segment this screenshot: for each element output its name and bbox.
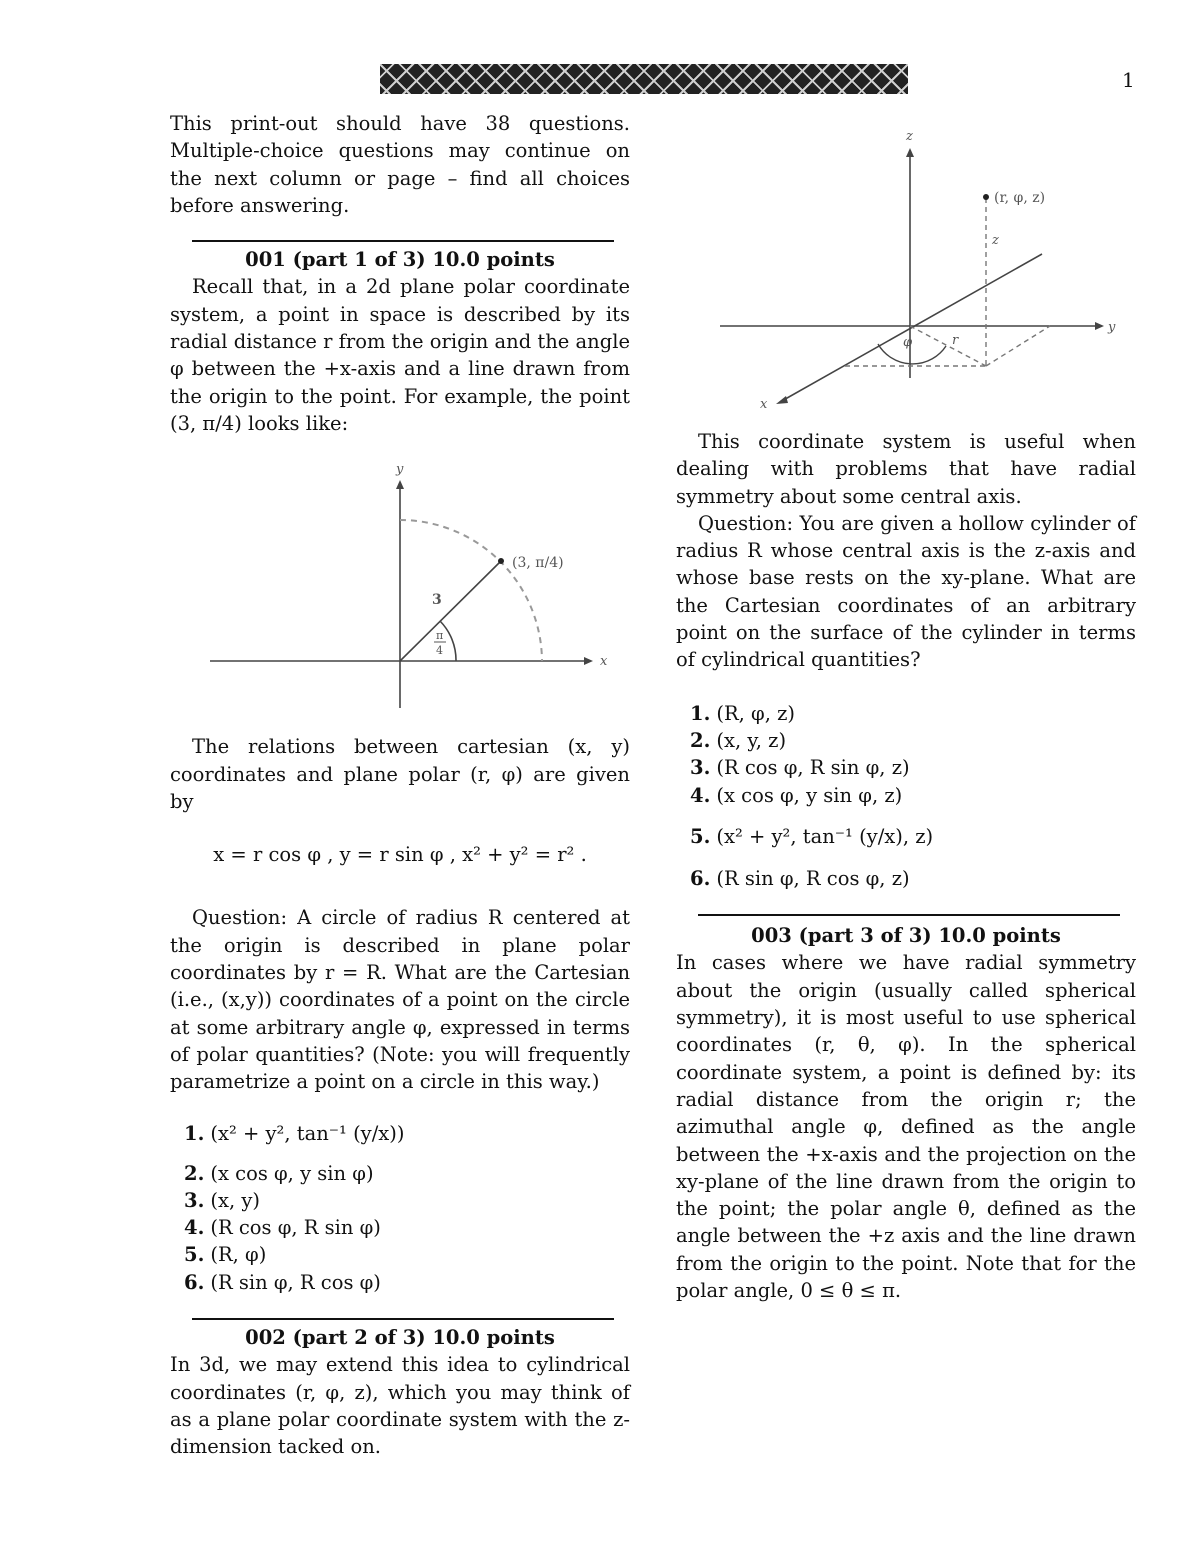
point-label: (3, π/4) bbox=[512, 555, 564, 571]
choice-item[interactable]: 4. (R cos φ, R sin φ) bbox=[184, 1216, 381, 1240]
q1-choices bbox=[170, 1120, 630, 1296]
question-divider bbox=[192, 1318, 614, 1320]
choice-item[interactable]: 2. (x cos φ, y sin φ) bbox=[184, 1161, 374, 1185]
phi-label: φ bbox=[903, 335, 913, 350]
q2-choices bbox=[676, 700, 1136, 892]
point-marker bbox=[983, 194, 989, 200]
x-axis-label: x bbox=[760, 397, 768, 412]
choice-item[interactable]: 3. (R cos φ, R sin φ, z) bbox=[690, 756, 910, 780]
q2-heading: 002 (part 2 of 3) 10.0 points bbox=[245, 1326, 555, 1350]
q1-equation: x = r cos φ , y = r sin φ , x² + y² = r² . bbox=[213, 843, 587, 867]
choice-item[interactable]: 6. (R sin φ, R cos φ) bbox=[184, 1270, 381, 1294]
right-column bbox=[676, 428, 1136, 1304]
q2-usefulness-text: This coordinate system is useful when dealing with problems that have radial symmetry about some central axis. bbox=[676, 430, 1136, 508]
angle-denominator: 4 bbox=[436, 644, 443, 657]
choice-item[interactable]: 1. (R, φ, z) bbox=[690, 701, 795, 725]
q1-heading: 001 (part 1 of 3) 10.0 points bbox=[245, 248, 555, 272]
point-marker bbox=[498, 558, 504, 564]
radius-line bbox=[400, 561, 501, 661]
choice-item[interactable]: 4. (x cos φ, y sin φ, z) bbox=[690, 783, 903, 807]
q3-heading: 003 (part 3 of 3) 10.0 points bbox=[751, 924, 1061, 948]
choice-item[interactable]: 1. (x² + y², tan⁻¹ (y/x)) bbox=[184, 1121, 405, 1145]
q2-question-text: Question: You are given a hollow cylinder of radius R whose central axis is the z-axis and whose base rests on the xy-plane. What are the Cartesian coordinates of an arbitrary point on the surface of the cylinder in terms of cylindrical quantities? bbox=[676, 511, 1136, 672]
choice-item[interactable]: 6. (R sin φ, R cos φ, z) bbox=[690, 866, 910, 890]
cylindrical-coordinate-figure bbox=[700, 120, 1140, 420]
intro-text: This print-out should have 38 questions. Multiple-choice questions may continue on the next column or page – find all choices before answering. bbox=[170, 112, 630, 217]
z-axis-label: z bbox=[906, 129, 913, 144]
y-axis-arrow-icon bbox=[396, 480, 404, 489]
x-axis-line bbox=[780, 254, 1042, 402]
choice-item[interactable]: 5. (R, φ) bbox=[184, 1243, 267, 1267]
x-axis-label: x bbox=[600, 654, 608, 669]
page-number: 1 bbox=[1122, 68, 1135, 92]
question-divider bbox=[698, 914, 1120, 916]
q1-relations-text: The relations between cartesian (x, y) coordinates and plane polar (r, φ) are given by bbox=[170, 735, 630, 813]
choice-item[interactable]: 2. (x, y, z) bbox=[690, 728, 787, 752]
y-axis-label: y bbox=[1108, 320, 1116, 335]
radius-label: 3 bbox=[432, 592, 442, 608]
choice-item[interactable]: 5. (x² + y², tan⁻¹ (y/x), z) bbox=[690, 824, 934, 848]
y-axis-label: y bbox=[396, 462, 404, 477]
z-axis-arrow-icon bbox=[906, 148, 914, 157]
q1-intro-text: Recall that, in a 2d plane polar coordinate system, a point in space is described by its radial distance r from the origin and the angle φ between the +x-axis and a line drawn from the origin to the point. For example, the point (3, π/4) looks like: bbox=[170, 275, 630, 435]
x-axis-arrow-icon bbox=[776, 396, 788, 404]
z-height-label: z bbox=[992, 233, 999, 248]
r-label: r bbox=[952, 333, 959, 348]
r-projection-line bbox=[910, 326, 986, 366]
q2-intro-text: In 3d, we may extend this idea to cylindrical coordinates (r, φ, z), which you may think of as a plane polar coordinate system with the z-dimension tacked on. bbox=[170, 1353, 630, 1459]
x-axis-arrow-icon bbox=[584, 657, 593, 665]
q3-text: In cases where we have radial symmetry about the origin (usually called spherical symmetry), it is most useful to use spherical coordinates (r, θ, φ). In the spherical coordinate system, a point is defined by: its radial distance from the origin r; the azimuthal angle φ, defined as the angle between the +x-axis and the projection on the xy-plane of the line drawn from the origin to the point; the polar angle θ, defined as the angle between the +z axis and the line drawn from the origin to the point. Note that for the polar angle, 0 ≤ θ ≤ π. bbox=[676, 951, 1136, 1303]
q1-question-text: Question: A circle of radius R centered at the origin is described in plane polar coordinates by r = R. What are the Cartesian (i.e., (x,y)) coordinates of a point on the circle at some arbitrary angle φ, expressed in terms of polar quantities? (Note: you will frequently parametrize a point on a circle in this way.) bbox=[170, 906, 630, 1094]
polar-coordinate-figure bbox=[200, 458, 620, 714]
choice-item[interactable]: 3. (x, y) bbox=[184, 1188, 260, 1212]
question-divider bbox=[192, 240, 614, 242]
angle-numerator: π bbox=[436, 629, 444, 642]
header-pattern-bar bbox=[380, 64, 908, 94]
parallel-dashed-line bbox=[986, 326, 1050, 366]
point-label: (r, φ, z) bbox=[994, 190, 1046, 206]
y-axis-arrow-icon bbox=[1095, 322, 1104, 330]
left-column bbox=[170, 110, 630, 1461]
